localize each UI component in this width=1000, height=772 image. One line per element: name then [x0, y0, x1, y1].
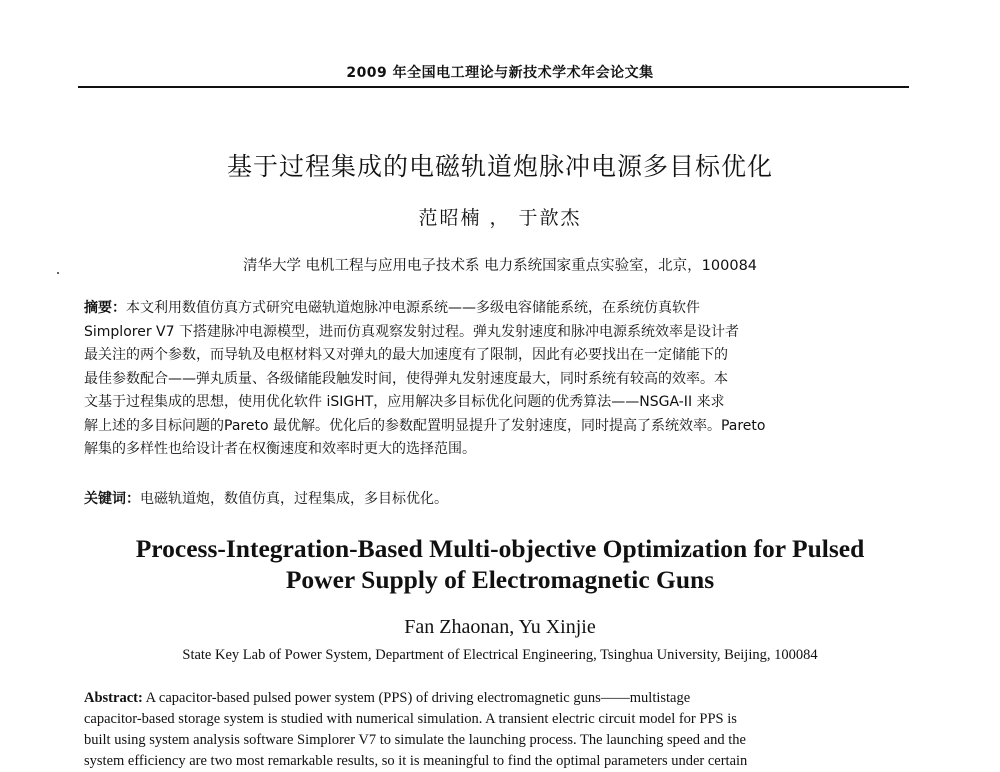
english-abstract-line — [84, 688, 906, 709]
chinese-abstract-line: 最关注的两个参数，而导轨及电枢材料又对弹丸的最大加速度有了限制，因此有必要找出在一定储能下的 — [84, 347, 728, 363]
chinese-authors: 范昭楠 ， 于歆杰 — [418, 207, 582, 229]
english-title — [0, 533, 1000, 595]
chinese-abstract-text: 本文利用数值仿真方式研究电磁轨道炮脉冲电源系统——多级电容储能系统，在系统仿真软件 — [126, 300, 700, 316]
chinese-abstract-line: 解上述的多目标问题的Pareto 最优解。优化后的参数配置明显提升了发射速度，同时提高了系统效率。Pareto — [84, 417, 766, 434]
english-authors: Fan Zhaonan, Yu Xinjie — [404, 616, 596, 638]
chinese-abstract-label: 摘要： — [84, 300, 126, 316]
chinese-abstract — [84, 297, 906, 462]
chinese-abstract-line: 文基于过程集成的思想，使用优化软件 iSIGHT，应用解决多目标优化问题的优秀算法——NSGA-II 来求 — [84, 394, 725, 410]
chinese-keywords-text: 电磁轨道炮，数值仿真，过程集成，多目标优化。 — [140, 491, 448, 507]
english-abstract-line: built using system analysis software Simplorer V7 to simulate the launching process. The launching speed and the — [84, 732, 746, 748]
chinese-abstract-line — [84, 297, 906, 321]
english-abstract-line: system efficiency are two most remarkable results, so it is meaningful to find the optimal parameters under certain — [84, 753, 748, 769]
english-abstract-label: Abstract: — [84, 690, 143, 706]
chinese-title: 基于过程集成的电磁轨道炮脉冲电源多目标优化 — [226, 152, 773, 181]
header-rule — [78, 86, 909, 88]
chinese-abstract-line: 最佳参数配合——弹丸质量、各级储能段触发时间，使得弹丸发射速度最大，同时系统有较高的效率。本 — [84, 370, 728, 387]
english-abstract-line: capacitor-based storage system is studied with numerical simulation. A transient electric circuit model for PPS is — [84, 711, 737, 727]
english-abstract-text: A capacitor-based pulsed power system (PPS) of driving electromagnetic guns——multistage — [142, 690, 691, 706]
english-title-line-1: Process-Integration-Based Multi-objective Optimization for Pulsed — [135, 534, 865, 563]
chinese-abstract-line: 解集的多样性也给设计者在权衡速度和效率时更大的选择范围。 — [84, 441, 476, 457]
chinese-affiliation: 清华大学 电机工程与应用电子技术系 电力系统国家重点实验室，北京，100084 — [242, 258, 758, 274]
chinese-keywords — [84, 488, 906, 508]
running-header: 2009 年全国电工理论与新技术学术年会论文集 — [346, 65, 654, 81]
english-affiliation: State Key Lab of Power System, Department of Electrical Engineering, Tsinghua University, Beijing, 100084 — [182, 647, 818, 663]
chinese-keywords-label: 关键词： — [84, 491, 140, 507]
english-abstract — [84, 688, 906, 772]
chinese-abstract-line: Simplorer V7 下搭建脉冲电源模型，进而仿真观察发射过程。弹丸发射速度和脉冲电源系统效率是设计者 — [84, 323, 739, 340]
english-title-line-2: Power Supply of Electromagnetic Guns — [285, 565, 715, 594]
